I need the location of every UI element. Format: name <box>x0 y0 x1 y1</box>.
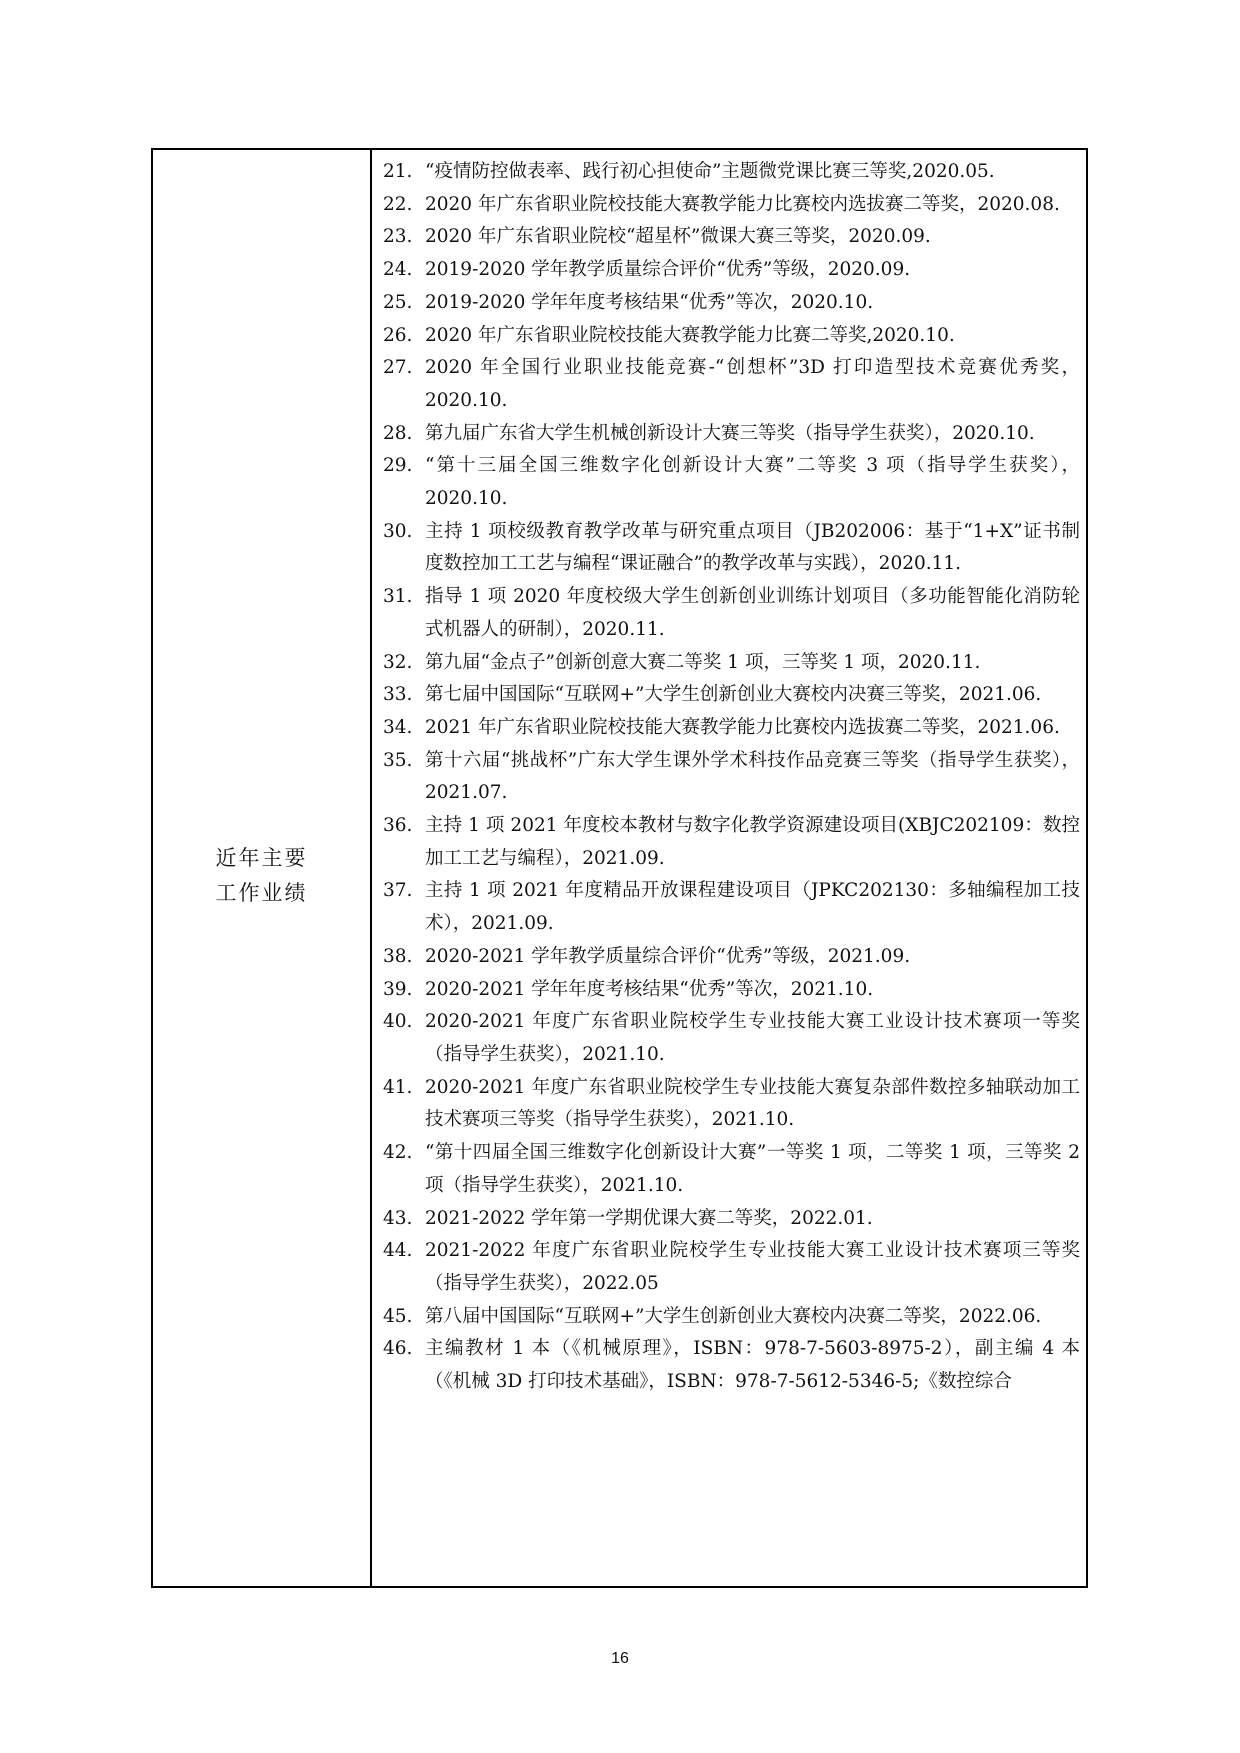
list-item <box>383 156 1080 189</box>
list-item-text: 2020-2021 年度广东省职业院校学生专业技能大赛工业设计技术赛项一等奖（指导学生获奖），2021.10. <box>425 1011 1080 1065</box>
list-item <box>383 287 1080 320</box>
list-item-number: 31. <box>383 586 413 608</box>
list-item-text: 2021 年广东省职业院校技能大赛教学能力比赛校内选拔赛二等奖，2021.06. <box>425 716 1060 738</box>
list-item-number: 37. <box>383 880 413 902</box>
list-item-number: 43. <box>383 1207 413 1229</box>
list-item-number: 24. <box>383 259 413 281</box>
list-item-text: 2021-2022 学年第一学期优课大赛二等奖，2022.01. <box>425 1207 873 1229</box>
list-item-text: “疫情防控做表率、践行初心担使命”主题微党课比赛三等奖,2020.05. <box>425 161 995 182</box>
list-item-text: 2020 年广东省职业院校技能大赛教学能力比赛校内选拔赛二等奖，2020.08. <box>425 193 1060 215</box>
list-item <box>383 974 1080 1007</box>
row-label-cell <box>153 150 372 1586</box>
list-item <box>383 679 1080 712</box>
list-item <box>383 1301 1080 1334</box>
list-item-text: 2020-2021 学年教学质量综合评价“优秀”等级，2021.09. <box>425 945 911 967</box>
list-item <box>383 1006 1080 1071</box>
page-number: 16 <box>611 1650 629 1667</box>
list-item <box>383 189 1080 222</box>
list-item <box>383 254 1080 287</box>
list-item-text: “第十三届全国三维数字化创新设计大赛”二等奖 3 项（指导学生获奖），2020.10. <box>425 455 1080 510</box>
list-item-number: 36. <box>383 815 413 837</box>
list-item-text: 2020-2021 年度广东省职业院校学生专业技能大赛复杂部件数控多轴联动加工技术赛项三等奖（指导学生获奖），2021.10. <box>425 1076 1080 1131</box>
list-item-number: 44. <box>383 1240 413 1262</box>
list-item-text: 第十六届“挑战杯”广东大学生课外学术科技作品竞赛三等奖（指导学生获奖），2021.07. <box>425 749 1080 804</box>
list-item-text: 2020 年广东省职业院校技能大赛教学能力比赛二等奖,2020.10. <box>425 324 955 346</box>
list-item-number: 45. <box>383 1305 413 1327</box>
list-item-number: 26. <box>383 324 413 346</box>
list-item <box>383 1203 1080 1236</box>
list-item <box>383 745 1080 810</box>
list-item-number: 28. <box>383 422 413 444</box>
list-item-number: 46. <box>383 1338 413 1360</box>
list-item <box>383 1137 1080 1202</box>
list-item-number: 38. <box>383 945 413 967</box>
row-label <box>216 841 308 911</box>
list-item-number: 23. <box>383 226 413 248</box>
achievements-table <box>151 148 1088 1588</box>
list-item <box>383 875 1080 940</box>
list-item <box>383 418 1080 451</box>
list-item-number: 40. <box>383 1011 413 1033</box>
list-item-number: 30. <box>383 520 413 542</box>
list-item <box>383 810 1080 875</box>
list-item <box>383 221 1080 254</box>
list-item-text: 2019-2020 学年年度考核结果“优秀”等次，2020.10. <box>425 291 874 313</box>
list-item-text: 主持 1 项校级教育教学改革与研究重点项目（JB202006：基于“1+X”证书制度数控加工工艺与编程“课证融合”的教学改革与实践），2020.11. <box>425 520 1080 575</box>
list-item-text: 2021-2022 年度广东省职业院校学生专业技能大赛工业设计技术赛项三等奖（指导学生获奖），2022.05 <box>425 1240 1080 1294</box>
list-item <box>383 1072 1080 1137</box>
list-item-text: 主持 1 项 2021 年度精品开放课程建设项目（JPKC202130：多轴编程加工技术），2021.09. <box>425 880 1080 935</box>
list-item-number: 25. <box>383 291 413 313</box>
list-item <box>383 450 1080 515</box>
list-item <box>383 581 1080 646</box>
list-item-number: 32. <box>383 651 413 673</box>
list-item-number: 35. <box>383 749 413 771</box>
list-item-text: 第八届中国国际“互联网+”大学生创新创业大赛校内决赛二等奖，2022.06. <box>425 1305 1042 1327</box>
achievements-list <box>372 150 1086 1586</box>
list-item <box>383 1235 1080 1300</box>
list-item-number: 22. <box>383 193 413 215</box>
list-item <box>383 320 1080 353</box>
list-item <box>383 941 1080 974</box>
list-item-number: 42. <box>383 1142 413 1164</box>
list-item-text: 2019-2020 学年教学质量综合评价“优秀”等级，2020.09. <box>425 259 911 281</box>
list-item-text: 第九届广东省大学生机械创新设计大赛三等奖（指导学生获奖），2020.10. <box>425 422 1035 444</box>
list-item <box>383 712 1080 745</box>
list-item-number: 33. <box>383 684 413 706</box>
list-item-number: 34. <box>383 716 413 738</box>
list-item-number: 41. <box>383 1076 413 1098</box>
list-item-number: 39. <box>383 978 413 1000</box>
list-item-text: 2020 年广东省职业院校“超星杯”微课大赛三等奖，2020.09. <box>425 226 931 248</box>
list-item <box>383 1333 1080 1398</box>
list-item-number: 21. <box>383 161 413 182</box>
list-item-text: 主持 1 项 2021 年度校本教材与数字化教学资源建设项目(XBJC202109：数控加工工艺与编程），2021.09. <box>425 815 1080 869</box>
list-item-text: 指导 1 项 2020 年度校级大学生创新创业训练计划项目（多功能智能化消防轮式机器人的研制），2020.11. <box>425 586 1080 640</box>
list-item-number: 27. <box>383 357 413 379</box>
list-item-text: “第十四届全国三维数字化创新设计大赛”一等奖 1 项，二等奖 1 项，三等奖 2 项（指导学生获奖），2021.10. <box>425 1142 1080 1196</box>
list-item-text: 主编教材 1 本（《机械原理》，ISBN：978-7-5603-8975-2），副主编 4 本（《机械 3D 打印技术基础》，ISBN：978-7-5612-5346-5;《数控综合 <box>425 1338 1080 1393</box>
list-item-text: 第七届中国国际“互联网+”大学生创新创业大赛校内决赛三等奖，2021.06. <box>425 684 1042 706</box>
list-item-text: 2020-2021 学年年度考核结果“优秀”等次，2021.10. <box>425 978 874 1000</box>
row-label-line-2: 工作业绩 <box>215 881 308 905</box>
list-item-number: 29. <box>383 455 413 477</box>
list-item <box>383 352 1080 417</box>
list-item <box>383 516 1080 581</box>
list-item <box>383 647 1080 680</box>
row-label-line-1: 近年主要 <box>215 846 308 870</box>
list-item-text: 第九届“金点子”创新创意大赛二等奖 1 项，三等奖 1 项，2020.11. <box>425 651 981 673</box>
list-item-text: 2020 年全国行业职业技能竞赛-“创想杯”3D 打印造型技术竞赛优秀奖，2020.10. <box>425 357 1080 411</box>
